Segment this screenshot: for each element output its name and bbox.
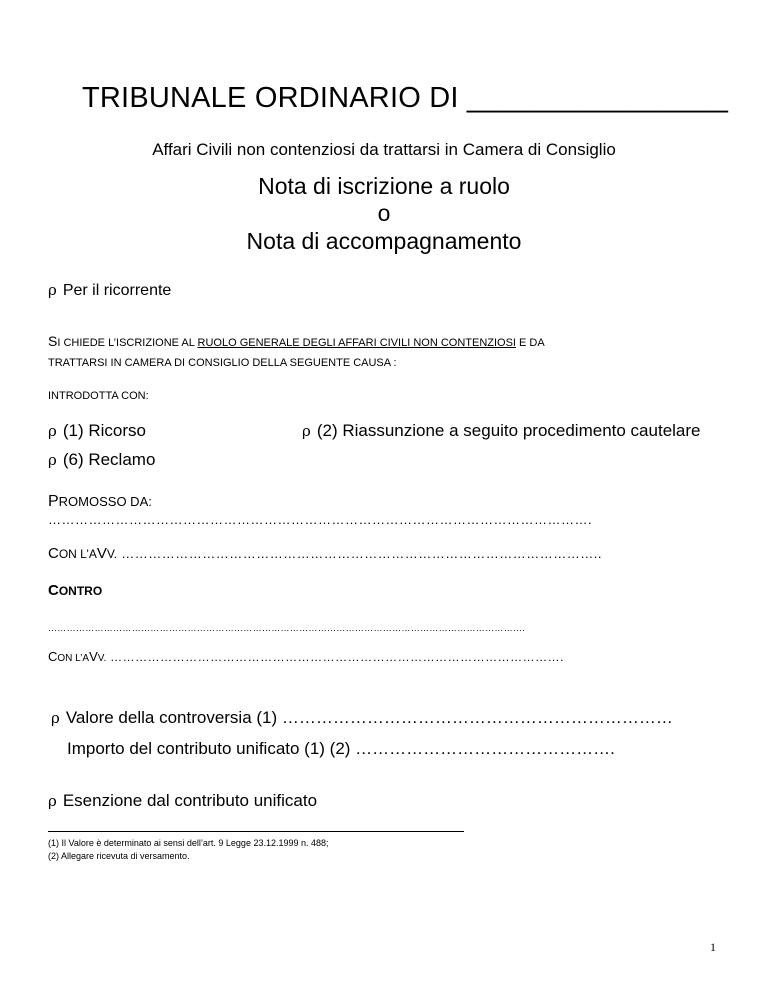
page-number: 1 (710, 940, 716, 954)
heading-line-3: Nota di accompagnamento (246, 228, 522, 254)
con-avv-line-1: CON L’AVV. …………………………………………………………………………………………….. (48, 545, 602, 562)
checkbox-icon[interactable]: ρ (48, 422, 57, 440)
checkbox-icon[interactable]: ρ (51, 709, 60, 727)
heading-line-1: Nota di iscrizione a ruolo (258, 173, 510, 199)
checkbox-icon[interactable]: ρ (48, 451, 57, 469)
footnote-separator (48, 831, 464, 832)
request-line-2: TRATTARSI IN CAMERA DI CONSIGLIO DELLA SEGUENTE CAUSA : (48, 357, 397, 369)
ruolo-generale-underlined: RUOLO GENERALE DEGLI AFFARI CIVILI NON CONTENZIOSI (197, 337, 516, 349)
per-ricorrente-option[interactable] (48, 281, 171, 300)
subtitle: Affari Civili non contenziosi da trattarsi in Camera di Consiglio (152, 140, 616, 159)
footnote-1: (1) Il Valore è determinato ai sensi dell’art. 9 Legge 23.12.1999 n. 488; (48, 838, 329, 848)
option-riassunzione[interactable]: ρ (2) Riassunzione a seguito procedimento cautelare (302, 421, 701, 440)
contro-label: CONTRO (48, 582, 103, 599)
importo-contributo: Importo del contributo unificato (1) (2) ………………………………………. (67, 739, 615, 758)
footnote-2: (2) Allegare ricevuta di versamento. (48, 851, 190, 861)
esenzione-option[interactable] (48, 791, 317, 811)
con-avv-line-2: CON L’AVV. ………………………………………………………………………………………………. (48, 649, 564, 664)
heading-line-2: o (377, 200, 391, 226)
con-avv-field-2[interactable]: ………………………………………………………………………………………………. (106, 650, 564, 664)
valore-controversia-text: Valore della controversia (1) …………………………………………………………… (65, 708, 673, 727)
court-title: TRIBUNALE ORDINARIO DI ________________ (82, 82, 729, 114)
promosso-da-field[interactable]: …………………………………………………………………………………………………………. (48, 512, 593, 527)
request-line-1: SI CHIEDE L’ISCRIZIONE AL RUOLO GENERALE DEGLI AFFARI CIVILI NON CONTENZIOSI E DA (48, 333, 545, 349)
checkbox-icon[interactable]: ρ (48, 281, 57, 299)
valore-controversia-option[interactable] (51, 708, 673, 728)
esenzione-text: Esenzione dal contributo unificato (62, 791, 318, 810)
promosso-da-label: PROMOSSO DA: (48, 493, 152, 510)
option-reclamo[interactable]: ρ (6) Reclamo (48, 450, 156, 469)
option-ricorso[interactable]: ρ (1) Ricorso (48, 421, 146, 440)
checkbox-icon[interactable]: ρ (48, 792, 57, 810)
checkbox-icon[interactable]: ρ (302, 422, 311, 440)
introdotta-con-label: INTRODOTTA CON: (48, 390, 149, 402)
per-ricorrente-label: Per il ricorrente (62, 282, 172, 299)
contro-field[interactable]: ………………………………………………………………………………………………………………………………………. (48, 623, 526, 633)
con-avv-field-1[interactable]: …………………………………………………………………………………………….. (117, 546, 602, 561)
